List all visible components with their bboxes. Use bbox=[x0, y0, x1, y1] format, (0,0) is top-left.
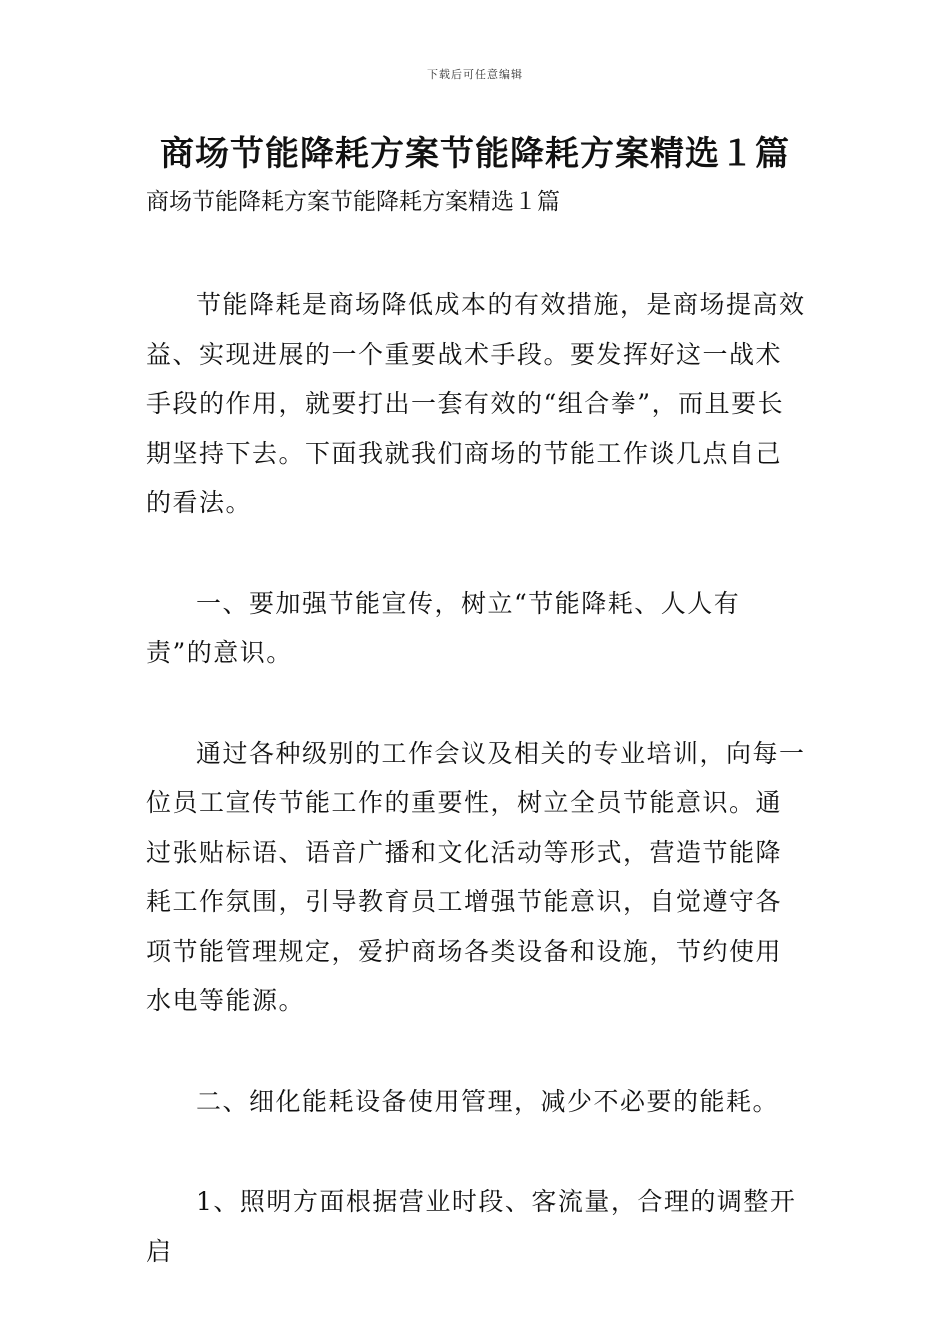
document-subtitle: 商场节能降耗方案节能降耗方案精选１篇 bbox=[146, 189, 560, 215]
header-note: 下载后可任意编辑 bbox=[427, 68, 523, 81]
paragraph-intro: 节能降耗是商场降低成本的有效措施，是商场提高效益、实现进展的一个重要战术手段。要发挥好这一战术手段的作用，就要打出一套有效的“组合拳”，而且要长期坚持下去。下面我就我们商场的节能工作谈几点自己的看法。 bbox=[146, 290, 806, 517]
heading-section-1: 一、要加强节能宣传，树立“节能降耗、人人有责”的意识。 bbox=[146, 588, 741, 667]
document-body bbox=[146, 280, 806, 1276]
paragraph-item-1: 1、照明方面根据营业时段、客流量，合理的调整开启 bbox=[146, 1187, 797, 1266]
heading-section-2: 二、细化能耗设备使用管理，减少不必要的能耗。 bbox=[196, 1086, 780, 1116]
paragraph-section-1: 通过各种级别的工作会议及相关的专业培训，向每一位员工宣传节能工作的重要性，树立全员节能意识。通过张贴标语、语音广播和文化活动等形式，营造节能降耗工作氛围，引导教育员工增强节能意识，自觉遵守各项节能管理规定，爱护商场各类设备和设施，节约使用水电等能源。 bbox=[146, 738, 806, 1015]
document-title: 商场节能降耗方案节能降耗方案精选１篇 bbox=[160, 134, 790, 174]
